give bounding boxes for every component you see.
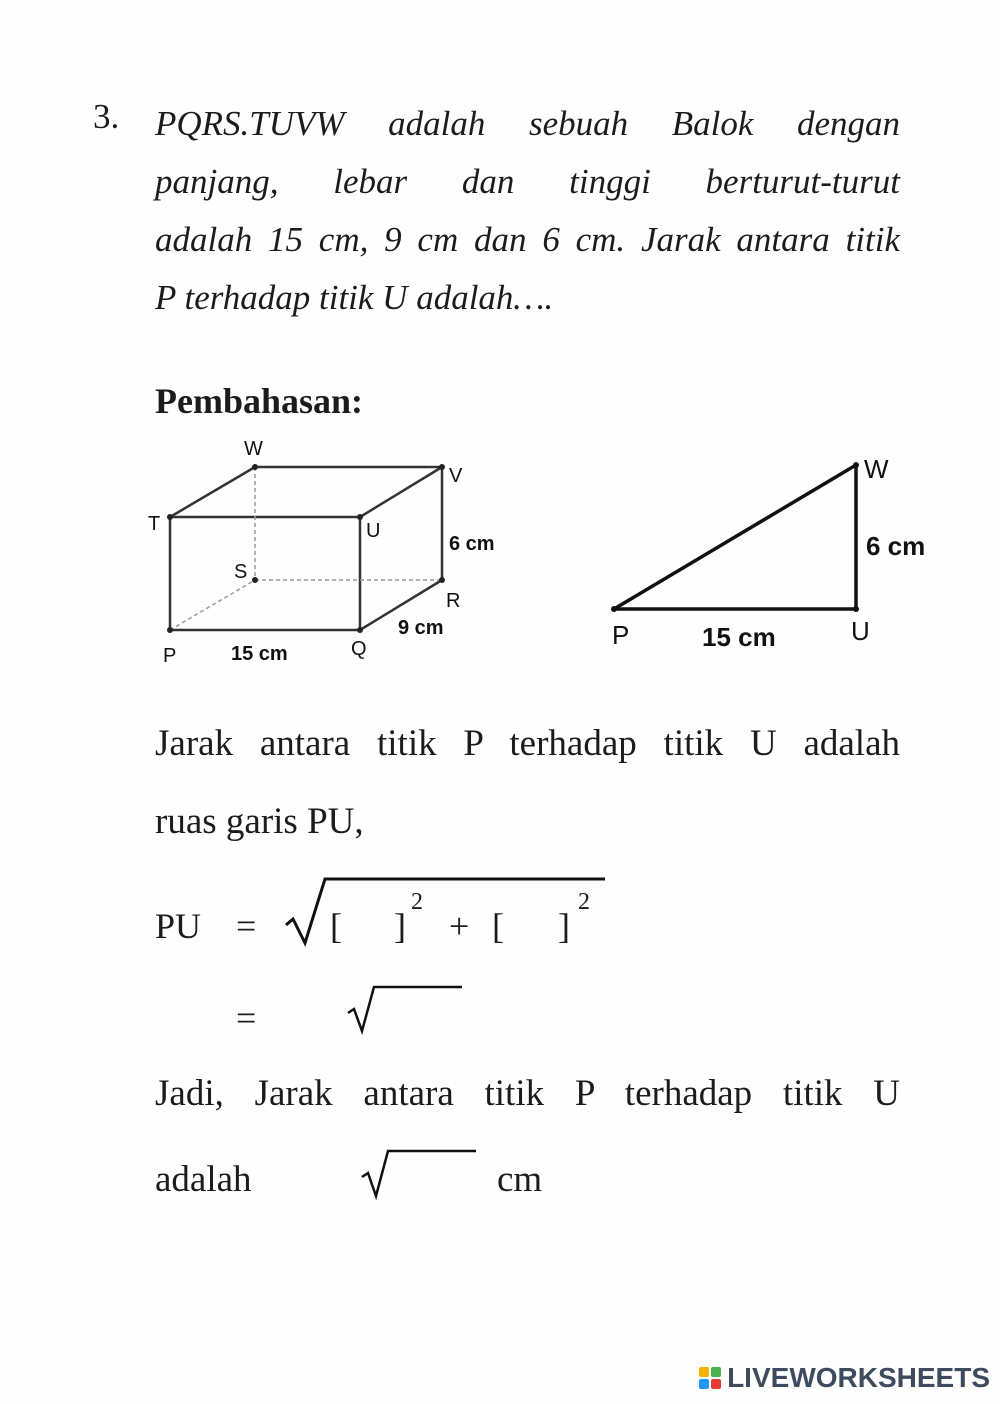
label-S: S	[234, 561, 248, 583]
explanation-line-2: ruas garis PU,	[155, 801, 364, 842]
vertex-T-dot	[167, 514, 173, 520]
formula-equals-1: =	[236, 906, 257, 946]
vertex-S-dot	[252, 577, 258, 583]
conclusion-line-1: Jadi, Jarak antara titik P terhadap titik U	[155, 1073, 900, 1114]
conclusion-line-2: adalah	[155, 1159, 252, 1200]
edge-TW	[170, 467, 255, 517]
vertex-U-dot	[357, 514, 363, 520]
triangle-base-label: 15 cm	[702, 622, 776, 652]
bracket-open-2: [	[492, 906, 504, 946]
question-line: P terhadap titik U adalah….	[155, 278, 554, 317]
exponent-1: 2	[411, 889, 423, 915]
vertex-Q-dot	[357, 627, 363, 633]
exponent-2: 2	[578, 889, 590, 915]
width-label: 9 cm	[398, 617, 444, 639]
vertex-V-dot	[439, 464, 445, 470]
label-U: U	[366, 520, 381, 542]
triangle-label-P: P	[612, 620, 630, 650]
height-label: 6 cm	[449, 533, 495, 555]
question-number: 3.	[93, 97, 120, 136]
formula-equals-2: =	[236, 998, 257, 1038]
triangle-vertex-U-dot	[853, 606, 859, 612]
label-W: W	[244, 438, 263, 460]
triangle-vertex-W-dot	[853, 462, 859, 468]
question-line: panjang, lebar dan tinggi berturut-turut	[155, 162, 900, 201]
triangle-vertex-P-dot	[611, 606, 617, 612]
question-line: adalah 15 cm, 9 cm dan 6 cm. Jarak antara titik	[155, 220, 900, 259]
length-label: 15 cm	[231, 643, 288, 665]
label-T: T	[148, 513, 161, 535]
blank-input-1[interactable]	[348, 906, 392, 946]
vertex-W-dot	[252, 464, 258, 470]
formula-lhs: PU	[155, 906, 202, 946]
unit-label: cm	[497, 1159, 543, 1200]
triangle-label-U: U	[851, 616, 870, 646]
label-R: R	[446, 590, 461, 612]
logo-square	[699, 1379, 709, 1389]
blank-input-4[interactable]	[392, 1155, 474, 1195]
cuboid-diagram	[0, 0, 1000, 700]
logo-square	[699, 1367, 709, 1377]
bracket-close-2: ]	[558, 906, 570, 946]
logo-icon	[699, 1367, 721, 1389]
triangle-edge-PW	[614, 465, 856, 609]
logo-text: LIVEWORKSHEETS	[727, 1362, 990, 1393]
vertex-P-dot	[167, 627, 173, 633]
logo-square	[711, 1379, 721, 1389]
vertex-R-dot	[439, 577, 445, 583]
explanation-line-1: Jarak antara titik P terhadap titik U adalah	[155, 723, 900, 764]
bracket-close-1: ]	[394, 906, 406, 946]
blank-input-3[interactable]	[378, 992, 460, 1032]
logo-square	[711, 1367, 721, 1377]
label-Q: Q	[351, 638, 367, 660]
blank-input-2[interactable]	[510, 906, 556, 946]
label-P: P	[163, 645, 177, 667]
solution-heading: Pembahasan:	[155, 381, 364, 421]
label-V: V	[449, 465, 463, 487]
question-line: PQRS.TUVW adalah sebuah Balok dengan	[155, 104, 900, 143]
triangle-height-label: 6 cm	[866, 531, 926, 561]
triangle-label-W: W	[864, 454, 889, 484]
plus-sign: +	[449, 906, 470, 946]
liveworksheets-logo	[699, 1362, 990, 1394]
bracket-open-1: [	[330, 906, 342, 946]
hidden-edge-PS	[170, 580, 255, 630]
edge-UV	[360, 467, 442, 517]
